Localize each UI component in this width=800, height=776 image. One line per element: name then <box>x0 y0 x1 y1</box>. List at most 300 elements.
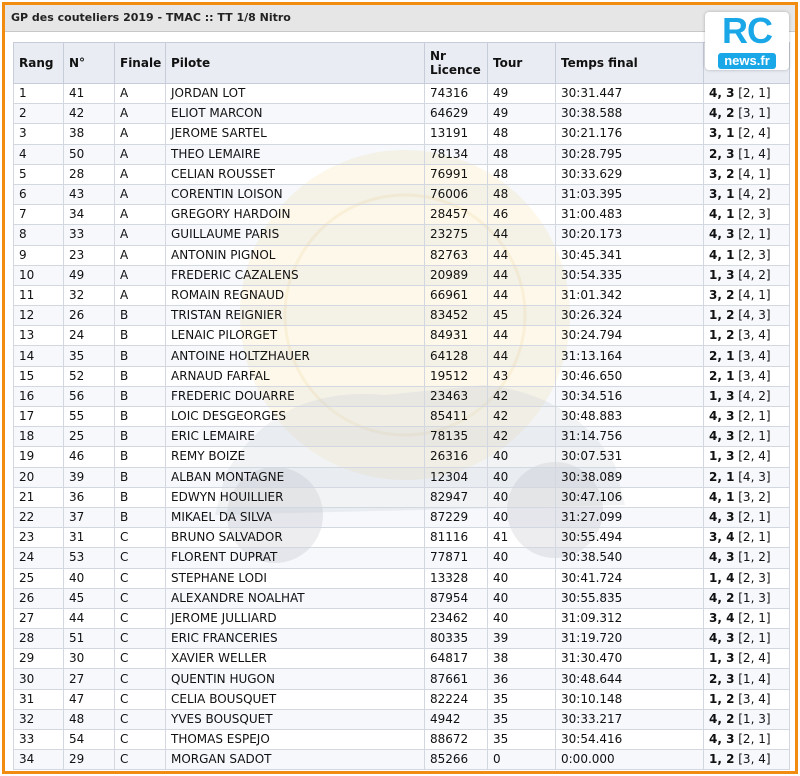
cell-pilote: LENAIC PILORGET <box>166 326 425 346</box>
manches-others: [3, 4] <box>734 368 771 383</box>
cell-tour: 39 <box>488 629 556 649</box>
cell-finale: C <box>115 588 166 608</box>
cell-numero: 36 <box>64 487 115 507</box>
cell-manches <box>704 346 790 366</box>
manches-others: [2, 1] <box>734 409 771 424</box>
cell-manches <box>704 144 790 164</box>
manches-best: 4, 2 <box>709 711 735 726</box>
cell-pilote: CORENTIN LOISON <box>166 184 425 204</box>
cell-licence: 20989 <box>425 265 488 285</box>
cell-finale: B <box>115 467 166 487</box>
cell-numero: 30 <box>64 649 115 669</box>
manches-others: [1, 2] <box>734 550 771 565</box>
cell-licence: 85411 <box>425 407 488 427</box>
cell-finale: A <box>115 124 166 144</box>
cell-pilote: ELIOT MARCON <box>166 104 425 124</box>
cell-numero: 45 <box>64 588 115 608</box>
cell-pilote: FREDERIC CAZALENS <box>166 265 425 285</box>
table-row <box>14 84 790 104</box>
cell-tour: 35 <box>488 689 556 709</box>
cell-pilote: THOMAS ESPEJO <box>166 730 425 750</box>
cell-licence: 13328 <box>425 568 488 588</box>
cell-manches <box>704 386 790 406</box>
cell-manches <box>704 285 790 305</box>
cell-finale: C <box>115 709 166 729</box>
cell-numero: 31 <box>64 528 115 548</box>
cell-licence: 76991 <box>425 164 488 184</box>
cell-numero: 35 <box>64 346 115 366</box>
cell-temps-final: 0:00.000 <box>556 750 704 770</box>
cell-licence: 87661 <box>425 669 488 689</box>
cell-manches <box>704 709 790 729</box>
table-row <box>14 669 790 689</box>
manches-others: [2, 3] <box>734 207 771 222</box>
manches-others: [2, 1] <box>734 631 771 646</box>
cell-tour: 48 <box>488 124 556 144</box>
cell-rang: 30 <box>14 669 64 689</box>
cell-manches <box>704 84 790 104</box>
manches-others: [1, 3] <box>734 590 771 605</box>
cell-tour: 40 <box>488 568 556 588</box>
cell-finale: B <box>115 386 166 406</box>
manches-others: [3, 1] <box>734 106 771 121</box>
manches-best: 4, 1 <box>709 247 735 262</box>
cell-temps-final: 30:45.341 <box>556 245 704 265</box>
cell-pilote: ERIC FRANCERIES <box>166 629 425 649</box>
cell-pilote: EDWYN HOUILLIER <box>166 487 425 507</box>
cell-manches <box>704 265 790 285</box>
manches-best: 4, 2 <box>709 106 735 121</box>
cell-numero: 43 <box>64 184 115 204</box>
cell-numero: 55 <box>64 407 115 427</box>
cell-pilote: GREGORY HARDOIN <box>166 205 425 225</box>
cell-tour: 35 <box>488 730 556 750</box>
cell-temps-final: 30:31.447 <box>556 84 704 104</box>
cell-pilote: CELIA BOUSQUET <box>166 689 425 709</box>
rcnews-logo <box>705 12 789 70</box>
cell-rang: 28 <box>14 629 64 649</box>
cell-pilote: MORGAN SADOT <box>166 750 425 770</box>
cell-numero: 34 <box>64 205 115 225</box>
table-row <box>14 588 790 608</box>
cell-temps-final: 30:33.629 <box>556 164 704 184</box>
manches-others: [2, 1] <box>734 510 771 525</box>
cell-temps-final: 30:34.516 <box>556 386 704 406</box>
cell-temps-final: 31:30.470 <box>556 649 704 669</box>
manches-others: [4, 2] <box>734 267 771 282</box>
cell-rang: 5 <box>14 164 64 184</box>
cell-numero: 24 <box>64 326 115 346</box>
cell-finale: A <box>115 84 166 104</box>
cell-pilote: CELIAN ROUSSET <box>166 164 425 184</box>
cell-finale: B <box>115 487 166 507</box>
cell-pilote: JORDAN LOT <box>166 84 425 104</box>
cell-tour: 38 <box>488 649 556 669</box>
cell-temps-final: 30:21.176 <box>556 124 704 144</box>
table-row <box>14 346 790 366</box>
cell-licence: 12304 <box>425 467 488 487</box>
table-row <box>14 629 790 649</box>
cell-rang: 4 <box>14 144 64 164</box>
cell-temps-final: 30:54.335 <box>556 265 704 285</box>
cell-pilote: FREDERIC DOUARRE <box>166 386 425 406</box>
manches-best: 3, 2 <box>709 287 735 302</box>
cell-manches <box>704 366 790 386</box>
table-row <box>14 164 790 184</box>
manches-others: [1, 4] <box>734 671 771 686</box>
table-row <box>14 487 790 507</box>
cell-manches <box>704 487 790 507</box>
table-row <box>14 104 790 124</box>
cell-pilote: QUENTIN HUGON <box>166 669 425 689</box>
table-row <box>14 205 790 225</box>
manches-others: [2, 4] <box>734 651 771 666</box>
cell-numero: 39 <box>64 467 115 487</box>
table-row <box>14 750 790 770</box>
cell-manches <box>704 104 790 124</box>
cell-temps-final: 30:20.173 <box>556 225 704 245</box>
cell-rang: 32 <box>14 709 64 729</box>
cell-pilote: XAVIER WELLER <box>166 649 425 669</box>
table-row <box>14 265 790 285</box>
cell-numero: 40 <box>64 568 115 588</box>
manches-others: [3, 4] <box>734 348 771 363</box>
cell-finale: B <box>115 366 166 386</box>
cell-temps-final: 30:55.494 <box>556 528 704 548</box>
cell-numero: 46 <box>64 447 115 467</box>
cell-manches <box>704 447 790 467</box>
cell-finale: C <box>115 669 166 689</box>
table-row <box>14 467 790 487</box>
manches-best: 1, 2 <box>709 328 735 343</box>
cell-temps-final: 30:55.835 <box>556 588 704 608</box>
header-finale[interactable]: Finale <box>115 43 166 84</box>
table-row <box>14 447 790 467</box>
cell-manches <box>704 205 790 225</box>
table-row <box>14 709 790 729</box>
cell-numero: 56 <box>64 386 115 406</box>
table-row <box>14 285 790 305</box>
manches-best: 3, 2 <box>709 166 735 181</box>
cell-temps-final: 31:00.483 <box>556 205 704 225</box>
cell-temps-final: 31:03.395 <box>556 184 704 204</box>
manches-best: 4, 3 <box>709 510 735 525</box>
window-frame <box>2 2 798 774</box>
cell-licence: 84931 <box>425 326 488 346</box>
cell-manches <box>704 750 790 770</box>
cell-manches <box>704 528 790 548</box>
cell-tour: 44 <box>488 285 556 305</box>
cell-manches <box>704 629 790 649</box>
table-body <box>14 84 790 770</box>
cell-numero: 37 <box>64 507 115 527</box>
cell-numero: 53 <box>64 548 115 568</box>
results-table <box>13 42 790 770</box>
cell-finale: C <box>115 730 166 750</box>
cell-manches <box>704 649 790 669</box>
cell-numero: 50 <box>64 144 115 164</box>
cell-numero: 47 <box>64 689 115 709</box>
manches-best: 4, 3 <box>709 429 735 444</box>
cell-pilote: ALEXANDRE NOALHAT <box>166 588 425 608</box>
manches-others: [2, 1] <box>734 610 771 625</box>
cell-numero: 49 <box>64 265 115 285</box>
manches-others: [1, 4] <box>734 146 771 161</box>
cell-rang: 2 <box>14 104 64 124</box>
cell-rang: 13 <box>14 326 64 346</box>
cell-manches <box>704 225 790 245</box>
cell-tour: 35 <box>488 709 556 729</box>
cell-rang: 1 <box>14 84 64 104</box>
cell-numero: 41 <box>64 84 115 104</box>
cell-numero: 25 <box>64 427 115 447</box>
table-row <box>14 184 790 204</box>
manches-best: 1, 2 <box>709 752 735 767</box>
cell-licence: 76006 <box>425 184 488 204</box>
table-row <box>14 225 790 245</box>
cell-rang: 17 <box>14 407 64 427</box>
manches-others: [2, 4] <box>734 126 771 141</box>
cell-tour: 44 <box>488 245 556 265</box>
cell-licence: 23275 <box>425 225 488 245</box>
cell-numero: 38 <box>64 124 115 144</box>
cell-rang: 9 <box>14 245 64 265</box>
cell-numero: 52 <box>64 366 115 386</box>
cell-tour: 40 <box>488 548 556 568</box>
cell-temps-final: 31:01.342 <box>556 285 704 305</box>
cell-pilote: BRUNO SALVADOR <box>166 528 425 548</box>
cell-tour: 40 <box>488 588 556 608</box>
cell-licence: 88672 <box>425 730 488 750</box>
manches-best: 4, 3 <box>709 631 735 646</box>
manches-best: 4, 3 <box>709 732 735 747</box>
table-row <box>14 407 790 427</box>
cell-tour: 49 <box>488 104 556 124</box>
cell-licence: 81116 <box>425 528 488 548</box>
cell-temps-final: 30:26.324 <box>556 306 704 326</box>
cell-temps-final: 31:09.312 <box>556 608 704 628</box>
cell-pilote: YVES BOUSQUET <box>166 709 425 729</box>
cell-rang: 12 <box>14 306 64 326</box>
cell-temps-final: 30:48.644 <box>556 669 704 689</box>
cell-licence: 74316 <box>425 84 488 104</box>
cell-temps-final: 30:38.089 <box>556 467 704 487</box>
cell-licence: 26316 <box>425 447 488 467</box>
cell-manches <box>704 467 790 487</box>
manches-others: [2, 3] <box>734 570 771 585</box>
cell-manches <box>704 245 790 265</box>
cell-licence: 87229 <box>425 507 488 527</box>
cell-manches <box>704 568 790 588</box>
cell-rang: 19 <box>14 447 64 467</box>
cell-rang: 14 <box>14 346 64 366</box>
header-numero[interactable]: N° <box>64 43 115 84</box>
cell-finale: A <box>115 245 166 265</box>
cell-licence: 78135 <box>425 427 488 447</box>
cell-tour: 40 <box>488 507 556 527</box>
table-row <box>14 366 790 386</box>
cell-pilote: REMY BOIZE <box>166 447 425 467</box>
manches-best: 1, 2 <box>709 308 735 323</box>
manches-others: [2, 1] <box>734 429 771 444</box>
cell-manches <box>704 669 790 689</box>
cell-temps-final: 30:41.724 <box>556 568 704 588</box>
cell-licence: 78134 <box>425 144 488 164</box>
cell-manches <box>704 164 790 184</box>
table-row <box>14 124 790 144</box>
cell-rang: 31 <box>14 689 64 709</box>
cell-rang: 27 <box>14 608 64 628</box>
cell-licence: 19512 <box>425 366 488 386</box>
cell-tour: 48 <box>488 184 556 204</box>
cell-rang: 25 <box>14 568 64 588</box>
cell-temps-final: 30:10.148 <box>556 689 704 709</box>
cell-rang: 6 <box>14 184 64 204</box>
table-row <box>14 245 790 265</box>
manches-best: 4, 1 <box>709 207 735 222</box>
cell-pilote: ANTONIN PIGNOL <box>166 245 425 265</box>
cell-tour: 40 <box>488 467 556 487</box>
table-row <box>14 568 790 588</box>
cell-rang: 15 <box>14 366 64 386</box>
manches-others: [2, 1] <box>734 86 771 101</box>
manches-best: 2, 3 <box>709 146 735 161</box>
cell-rang: 23 <box>14 528 64 548</box>
manches-others: [3, 4] <box>734 691 771 706</box>
cell-pilote: ALBAN MONTAGNE <box>166 467 425 487</box>
manches-best: 2, 1 <box>709 348 735 363</box>
cell-finale: C <box>115 750 166 770</box>
cell-licence: 4942 <box>425 709 488 729</box>
cell-licence: 23463 <box>425 386 488 406</box>
logo-rc-text: RC <box>722 10 772 51</box>
manches-best: 4, 3 <box>709 227 735 242</box>
manches-others: [3, 2] <box>734 489 771 504</box>
cell-finale: A <box>115 205 166 225</box>
manches-best: 2, 1 <box>709 368 735 383</box>
cell-manches <box>704 184 790 204</box>
cell-tour: 36 <box>488 669 556 689</box>
cell-licence: 64817 <box>425 649 488 669</box>
cell-finale: A <box>115 184 166 204</box>
cell-tour: 49 <box>488 84 556 104</box>
cell-temps-final: 30:54.416 <box>556 730 704 750</box>
header-temps-final[interactable]: Temps final <box>556 43 704 84</box>
cell-licence: 64629 <box>425 104 488 124</box>
cell-licence: 64128 <box>425 346 488 366</box>
cell-finale: C <box>115 548 166 568</box>
cell-manches <box>704 407 790 427</box>
cell-tour: 44 <box>488 225 556 245</box>
cell-numero: 26 <box>64 306 115 326</box>
cell-licence: 77871 <box>425 548 488 568</box>
cell-tour: 41 <box>488 528 556 548</box>
manches-others: [3, 4] <box>734 752 771 767</box>
table-row <box>14 528 790 548</box>
cell-pilote: TRISTAN REIGNIER <box>166 306 425 326</box>
cell-rang: 11 <box>14 285 64 305</box>
manches-best: 3, 1 <box>709 126 735 141</box>
cell-temps-final: 31:14.756 <box>556 427 704 447</box>
cell-manches <box>704 608 790 628</box>
cell-manches <box>704 730 790 750</box>
cell-finale: B <box>115 326 166 346</box>
cell-tour: 43 <box>488 366 556 386</box>
cell-finale: B <box>115 507 166 527</box>
cell-numero: 48 <box>64 709 115 729</box>
cell-finale: A <box>115 285 166 305</box>
header-licence[interactable]: Nr Licence <box>425 43 488 84</box>
table-row <box>14 427 790 447</box>
header-pilote[interactable]: Pilote <box>166 43 425 84</box>
header-tour[interactable]: Tour <box>488 43 556 84</box>
cell-rang: 8 <box>14 225 64 245</box>
manches-best: 4, 3 <box>709 550 735 565</box>
manches-best: 4, 3 <box>709 86 735 101</box>
cell-licence: 87954 <box>425 588 488 608</box>
table-row <box>14 689 790 709</box>
cell-tour: 42 <box>488 427 556 447</box>
manches-others: [1, 3] <box>734 711 771 726</box>
cell-pilote: LOIC DESGEORGES <box>166 407 425 427</box>
cell-numero: 23 <box>64 245 115 265</box>
cell-rang: 33 <box>14 730 64 750</box>
cell-temps-final: 31:13.164 <box>556 346 704 366</box>
cell-finale: A <box>115 225 166 245</box>
manches-others: [2, 1] <box>734 530 771 545</box>
manches-others: [2, 1] <box>734 732 771 747</box>
cell-rang: 3 <box>14 124 64 144</box>
manches-best: 2, 1 <box>709 469 735 484</box>
cell-pilote: JEROME SARTEL <box>166 124 425 144</box>
cell-licence: 28457 <box>425 205 488 225</box>
cell-finale: B <box>115 346 166 366</box>
cell-tour: 48 <box>488 164 556 184</box>
table-row <box>14 144 790 164</box>
cell-numero: 42 <box>64 104 115 124</box>
table-row <box>14 730 790 750</box>
cell-licence: 82224 <box>425 689 488 709</box>
cell-manches <box>704 548 790 568</box>
cell-pilote: JEROME JULLIARD <box>166 608 425 628</box>
cell-pilote: ERIC LEMAIRE <box>166 427 425 447</box>
cell-finale: B <box>115 306 166 326</box>
table-row <box>14 548 790 568</box>
manches-best: 1, 3 <box>709 449 735 464</box>
manches-others: [2, 1] <box>734 227 771 242</box>
logo-news-text: news.fr <box>718 53 776 69</box>
cell-rang: 21 <box>14 487 64 507</box>
cell-manches <box>704 689 790 709</box>
table-row <box>14 386 790 406</box>
manches-best: 2, 3 <box>709 671 735 686</box>
cell-licence: 66961 <box>425 285 488 305</box>
header-rang[interactable]: Rang <box>14 43 64 84</box>
manches-best: 3, 4 <box>709 530 735 545</box>
cell-pilote: GUILLAUME PARIS <box>166 225 425 245</box>
manches-best: 1, 3 <box>709 651 735 666</box>
cell-manches <box>704 588 790 608</box>
cell-licence: 85266 <box>425 750 488 770</box>
manches-others: [2, 3] <box>734 247 771 262</box>
window-title: GP des couteliers 2019 - TMAC :: TT 1/8 Nitro <box>11 11 291 24</box>
manches-best: 1, 2 <box>709 691 735 706</box>
cell-tour: 44 <box>488 346 556 366</box>
cell-tour: 40 <box>488 487 556 507</box>
manches-best: 4, 3 <box>709 409 735 424</box>
cell-manches <box>704 326 790 346</box>
table-row <box>14 649 790 669</box>
